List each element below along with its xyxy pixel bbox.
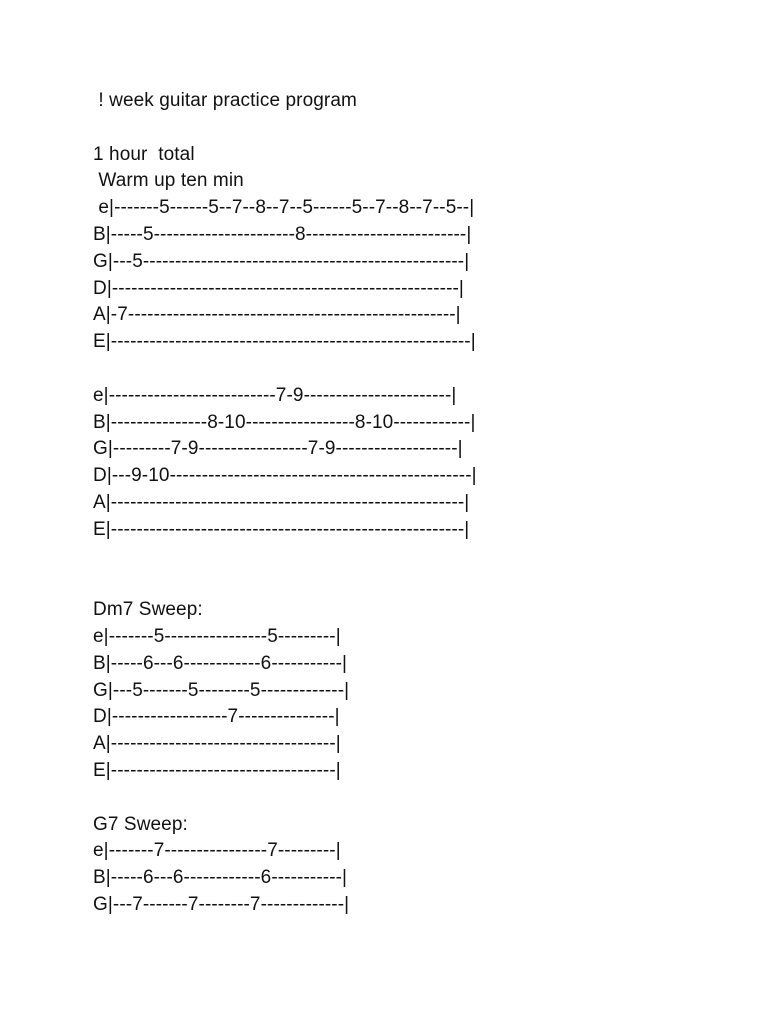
tab-line-high-e: e|-------7----------------7---------| [93, 840, 341, 862]
tab-line-b: B|-----6---6------------6-----------| [93, 652, 348, 674]
tab-line-b: B|-----6---6------------6-----------| [93, 867, 348, 889]
g7-sweep-heading: G7 Sweep: [93, 813, 188, 835]
tab-line-a: A|-----------------------------------| [93, 733, 341, 755]
tab-line-d: D|------------------7---------------| [93, 706, 340, 728]
tab-line-low-e: E|-------------------------------------------------------| [93, 518, 470, 540]
tab-line-g: G|---------7-9-----------------7-9-------------------| [93, 438, 463, 460]
tab-line-high-e: e|--------------------------7-9-----------------------| [93, 384, 457, 406]
dm7-sweep-tab [93, 624, 753, 785]
spacer [93, 115, 753, 142]
spacer [93, 570, 753, 597]
tab-line-g: G|---7-------7--------7-------------| [93, 893, 350, 915]
g7-sweep-tab [93, 838, 753, 918]
tab-line-b: B|-----5----------------------8-------------------------| [93, 223, 472, 245]
tab-line-d: D|------------------------------------------------------| [93, 277, 464, 299]
tab-line-low-e: E|--------------------------------------------------------| [93, 331, 476, 353]
tab-line-low-e: E|-----------------------------------| [93, 759, 341, 781]
warmup-heading: Warm up ten min [93, 170, 244, 192]
spacer [93, 544, 753, 571]
spacer [93, 785, 753, 812]
tab-line-high-e: e|-------5------5--7--8--7--5------5--7--8--7--5--| [93, 197, 475, 219]
document-title: ! week guitar practice program [93, 90, 357, 111]
warmup-tab-1 [93, 195, 753, 356]
tab-line-high-e: e|-------5----------------5---------| [93, 625, 341, 647]
document-page [93, 88, 753, 919]
practice-duration: 1 hour total [93, 143, 195, 165]
tab-line-g: G|---5--------------------------------------------------| [93, 250, 470, 272]
tab-line-b: B|---------------8-10-----------------8-10------------| [93, 411, 476, 433]
spacer [93, 356, 753, 383]
tab-line-a: A|-7---------------------------------------------------| [93, 304, 461, 326]
tab-line-d: D|---9-10-----------------------------------------------| [93, 465, 477, 487]
dm7-sweep-heading: Dm7 Sweep: [93, 599, 203, 621]
tab-line-a: A|-------------------------------------------------------| [93, 491, 470, 513]
warmup-tab-2 [93, 383, 753, 544]
tab-line-g: G|---5-------5--------5-------------| [93, 679, 350, 701]
